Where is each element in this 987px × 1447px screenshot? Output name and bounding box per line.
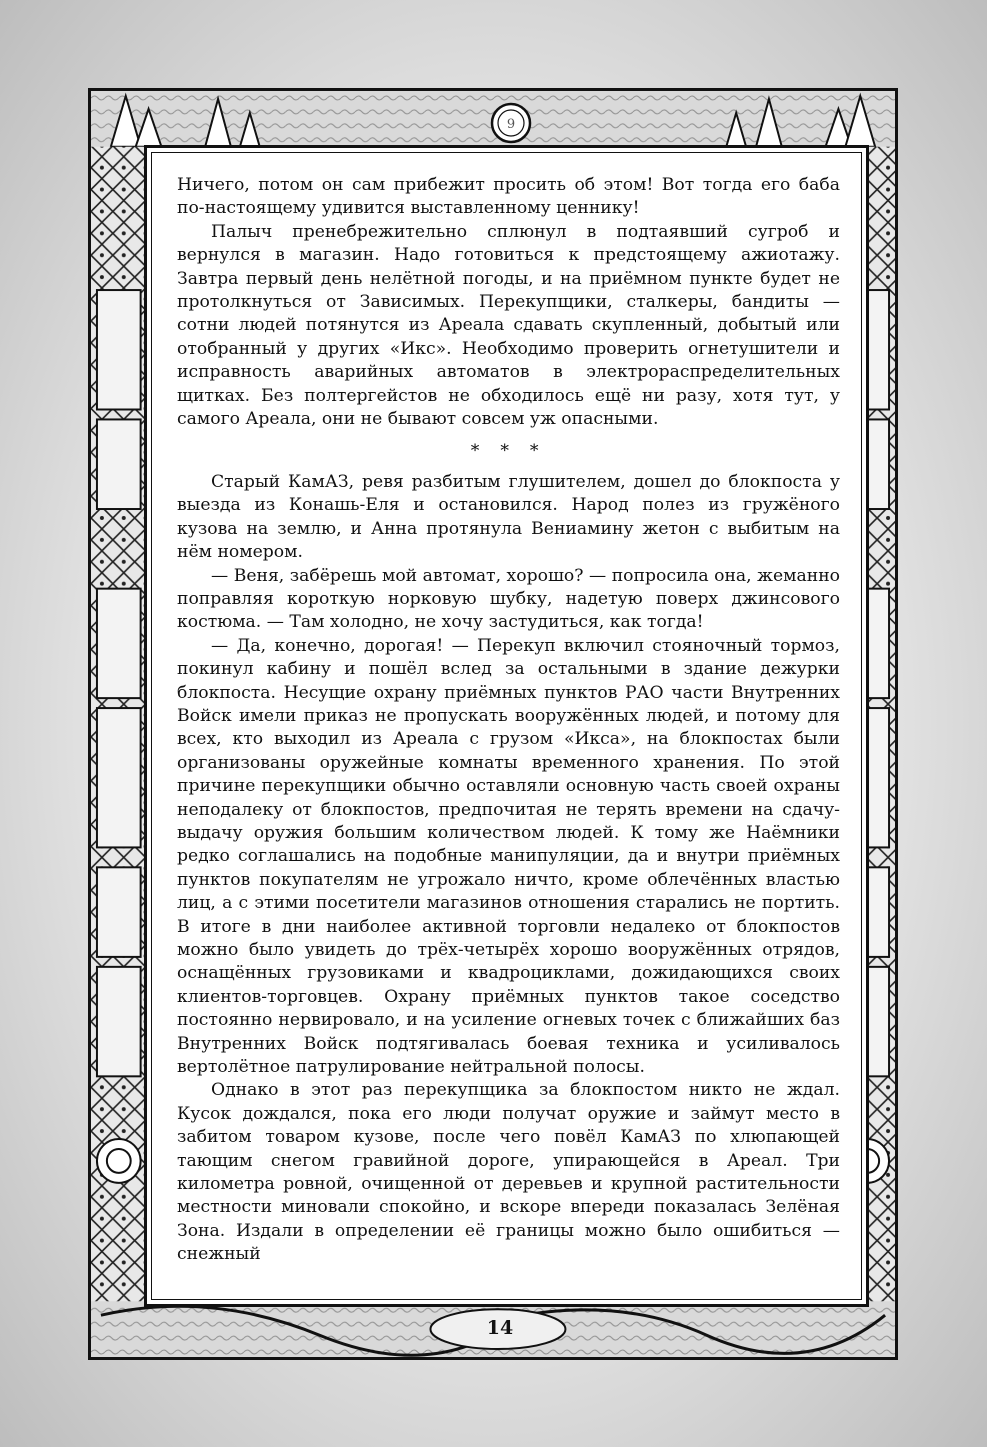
paragraph: Старый КамАЗ, ревя разбитым глушителем, дошел до блокпоста у выезда из Конашь-Еля и остановился. Народ полез из гружёного кузова на землю, и Анна протянула Вениамину жетон с выбитым на нём номером. [177,471,840,563]
medallion-numeral: 9 [506,117,516,132]
body-text [177,174,840,1267]
paragraph: Однако в этот раз перекупщика за блокпостом никто не ждал. Кусок дождался, пока его люди получат оружие и займут место в забитом товаром кузове, после чего повёл КамАЗ по хлюпающей тающим снегом гравийной дороге, упирающейся в Ареал. Три километра ровной, очищенной от деревьев и крупной растительности местности миновали спокойно, и вскоре впереди показалась Зелёная Зона. Издали в определении её границы можно было ошибиться — снежный [177,1080,840,1265]
paragraph: Ничего, потом он сам прибежит просить об этом! Вот тогда его баба по-настоящему удивится выставленному ценнику! [177,175,840,219]
paragraph: — Веня, забёрешь мой автомат, хорошо? — попросила она, жеманно поправляя короткую норковую шубку, надетую поверх джинсового костюма. — Там холодно, не хочу застудиться, как тогда! [177,565,840,633]
page-number: 14 [486,1317,514,1339]
text-panel [144,145,869,1307]
paragraph: — Да, конечно, дорогая! — Перекуп включил стояночный тормоз, покинул кабину и пошёл вслед за остальными в здание дежурки блокпоста. Несущие охрану приёмных пунктов РАО части Внутренних Войск имели приказ не пропускать вооружённых людей, и потому для всех, кто выходил из Ареала с грузом «Икса», на блокпостах были организованы оружейные комнаты временного хранения. По этой причине перекупщики обычно оставляли основную часть своей охраны неподалеку от блокпостов, предпочитая не терять времени на сдачу-выдачу оружия большим количеством людей. К тому же Наёмники редко соглашались на подобные манипуляции, да и внутри приёмных пунктов покупателям не угрожало ничто, кроме облечённых властью лиц, а с этими посетители магазинов отношения старались не портить. В итоге в дни наиболее активной торговли недалеко от блокпостов можно было увидеть до трёх-четырёх хорошо вооружённых отрядов, оснащённых грузовиками и квадроциклами, дожидающихся своих клиентов-торговцев. Охрану приёмных пунктов такое соседство постоянно нервировало, и на усиление огневых точек с ближайших баз Внутренних Войск подтягивалась боевая техника и усиливалось вертолётное патрулирование нейтральной полосы. [177,635,840,1078]
section-separator: * * * [470,441,547,462]
paragraph: Палыч пренебрежительно сплюнул в подтаявший сугроб и вернулся в магазин. Надо готовиться к предстоящему ажиотажу. Завтра первый день нелётной погоды, и на приёмном пункте будет не протолкнуться от Зависимых. Перекупщики, сталкеры, бандиты — сотни людей потянутся из Ареала сдавать скупленный, добытый или отобранный у других «Икс». Необходимо проверить огнетушители и исправность аварийных автоматов в электрораспределительных щитках. Без полтергейстов не обходилось ещё ни разу, хотя тут, у самого Ареала, они не бывают совсем уж опасными. [177,221,840,430]
top-medallion [489,101,533,145]
